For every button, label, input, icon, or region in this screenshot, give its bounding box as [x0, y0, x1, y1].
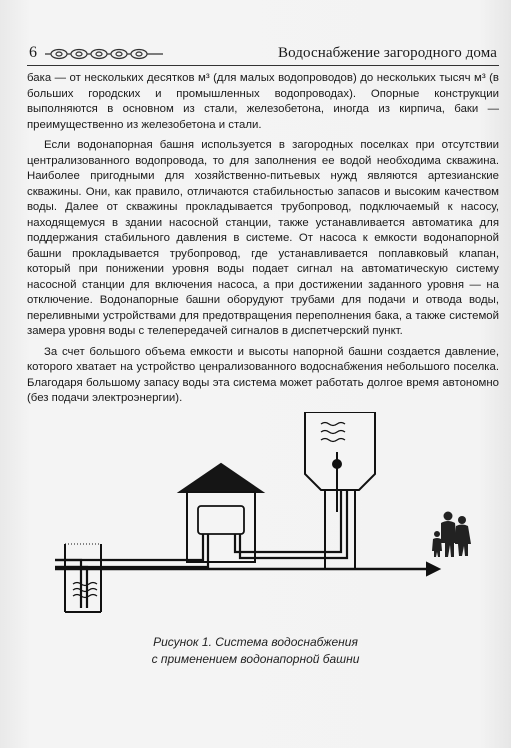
pump-station-house	[180, 464, 262, 562]
people-icon	[432, 512, 471, 558]
paragraph-1: бака — от нескольких десятков м³ (для малых водопроводов) до нескольких тысяч м³ (в больших городских и промышленных водопроводах). Опорные конструкции выполняются в основном из стали, железобетона, иногда из кирпича, баки — преимущественно из железобетона и стали.	[27, 72, 499, 131]
body-text	[27, 71, 499, 407]
running-title: Водоснабжение загородного дома	[278, 45, 497, 61]
caption-line-2: с применением водонапорной башни	[151, 652, 360, 666]
paragraph-2: Если водонапорная башня используется в загородных поселках при отсутствии централизованного водопровода, то для заполнения ее водой необходима скважина. Наиболее пригодными для хозяйственно-питьевых нужд являются артезианские скважины. Они, как правило, отличаются стабильностью запасов и высоким качеством воды. Далее от скважины прокладывается трубопровод, подключаемый к насосу, находящемуся в здании насосной станции, также устанавливается автоматика для поддержания стабильного давления в системе. От насоса к емкости водонапорной башни прокладывается трубопровод, где устанавливается поплавковый клапан, который при понижении уровня воды подает сигнал на автоматическую систему насосной станции для включения насоса, а при достижении заданного уровня — на отключение. Водонапорные башни оборудуют трубами для подачи и отвода воды, переливными устройствами для предотвращения переполнения бака, а также системой замера уровня воды с телепередачей сигналов в диспетчерский пункт.	[27, 139, 499, 337]
figure-caption	[0, 634, 511, 668]
well-water-icon	[73, 583, 97, 598]
page-number: 6	[29, 44, 37, 61]
water-supply-diagram	[55, 412, 495, 622]
chain-ornament-icon	[45, 48, 163, 60]
page-header	[27, 44, 497, 64]
header-rule	[27, 65, 499, 66]
well-shaft	[65, 544, 101, 612]
paragraph-3: За счет большого объема емкости и высоты напорной башни создается давление, которого хватает на устройство ценрализованного водоснабжения небольшого поселка. Благодаря большому запасу воды эта система может работать долгое время автономно (без подачи электроэнергии).	[27, 345, 499, 404]
caption-line-1: Рисунок 1. Система водоснабжения	[153, 635, 358, 649]
